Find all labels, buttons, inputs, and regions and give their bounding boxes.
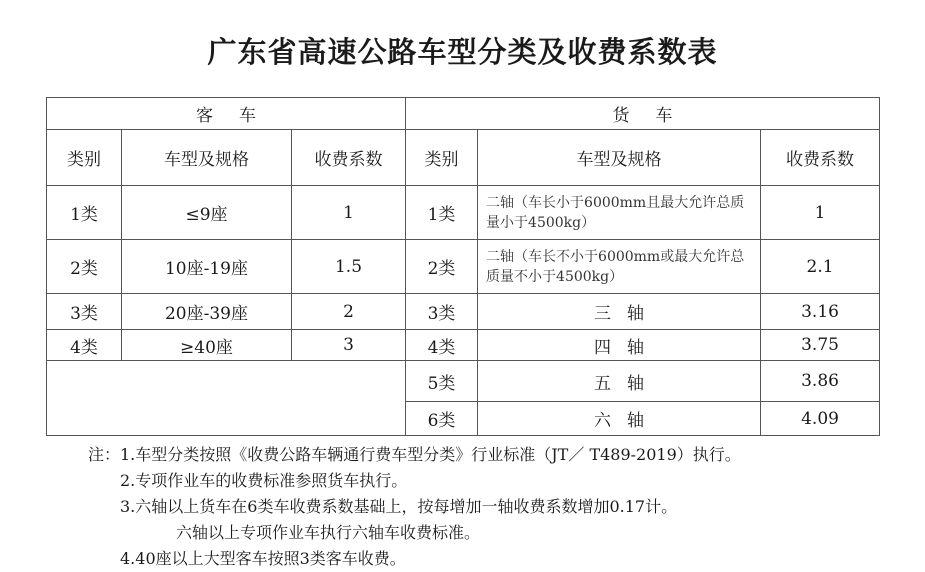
passenger-coef: 3 [292, 330, 406, 361]
passenger-spec: 20座-39座 [122, 294, 292, 330]
passenger-coef: 2 [292, 294, 406, 330]
passenger-coef: 1 [292, 186, 406, 240]
cargo-category: 5类 [406, 361, 478, 402]
cargo-spec: 五轴 [478, 361, 761, 402]
notes-label: 注： [88, 445, 121, 464]
passenger-category: 2类 [47, 240, 122, 294]
cargo-coef: 4.09 [761, 402, 880, 436]
note-text: 1.车型分类按照《收费公路车辆通行费车型分类》行业标准（JT／ T489-2019）执行。 [120, 445, 741, 464]
cargo-coef: 3.75 [761, 330, 880, 361]
section-passenger: 客车 [47, 98, 406, 130]
cargo-coef: 1 [761, 186, 880, 240]
table-row [47, 186, 880, 240]
header-category: 类别 [406, 130, 478, 186]
page-title: 广东省高速公路车型分类及收费系数表 [207, 35, 718, 69]
cargo-spec: 四轴 [478, 330, 761, 361]
note-item [88, 442, 908, 468]
cargo-spec: 六轴 [478, 402, 761, 436]
note-text: 4.40座以上大型客车按照3类客车收费。 [120, 549, 406, 568]
passenger-category: 4类 [47, 330, 122, 361]
fee-table [46, 97, 880, 436]
cargo-spec: 二轴（车长小于6000mm且最大允许总质量小于4500kg） [478, 186, 761, 240]
section-cargo: 货车 [406, 98, 880, 130]
note-item [88, 494, 908, 520]
note-text: 2.专项作业车的收费标准参照货车执行。 [120, 471, 408, 490]
cargo-category: 4类 [406, 330, 478, 361]
passenger-spec: ≤9座 [122, 186, 292, 240]
cargo-category: 1类 [406, 186, 478, 240]
note-text: 六轴以上专项作业车执行六轴车收费标准。 [176, 523, 481, 542]
section-header-row [47, 98, 880, 130]
note-text: 3.六轴以上货车在6类车收费系数基础上，按每增加一轴收费系数增加0.17计。 [120, 497, 678, 516]
table-row [47, 294, 880, 330]
header-spec: 车型及规格 [478, 130, 761, 186]
cargo-category: 6类 [406, 402, 478, 436]
table-row [47, 240, 880, 294]
cargo-coef: 3.16 [761, 294, 880, 330]
cargo-coef: 3.86 [761, 361, 880, 402]
cargo-spec: 三轴 [478, 294, 761, 330]
header-coef: 收费系数 [292, 130, 406, 186]
empty-cell [47, 361, 406, 436]
cargo-category: 2类 [406, 240, 478, 294]
header-spec: 车型及规格 [122, 130, 292, 186]
passenger-spec: ≥40座 [122, 330, 292, 361]
header-coef: 收费系数 [761, 130, 880, 186]
notes [88, 442, 908, 572]
cargo-category: 3类 [406, 294, 478, 330]
cargo-spec: 二轴（车长不小于6000mm或最大允许总质量不小于4500kg） [478, 240, 761, 294]
header-category: 类别 [47, 130, 122, 186]
note-item [88, 520, 908, 546]
table-row [47, 361, 880, 402]
passenger-spec: 10座-19座 [122, 240, 292, 294]
table-row [47, 330, 880, 361]
cargo-coef: 2.1 [761, 240, 880, 294]
passenger-category: 3类 [47, 294, 122, 330]
note-item [88, 546, 908, 572]
column-header-row [47, 130, 880, 186]
passenger-category: 1类 [47, 186, 122, 240]
note-item [88, 468, 908, 494]
passenger-coef: 1.5 [292, 240, 406, 294]
